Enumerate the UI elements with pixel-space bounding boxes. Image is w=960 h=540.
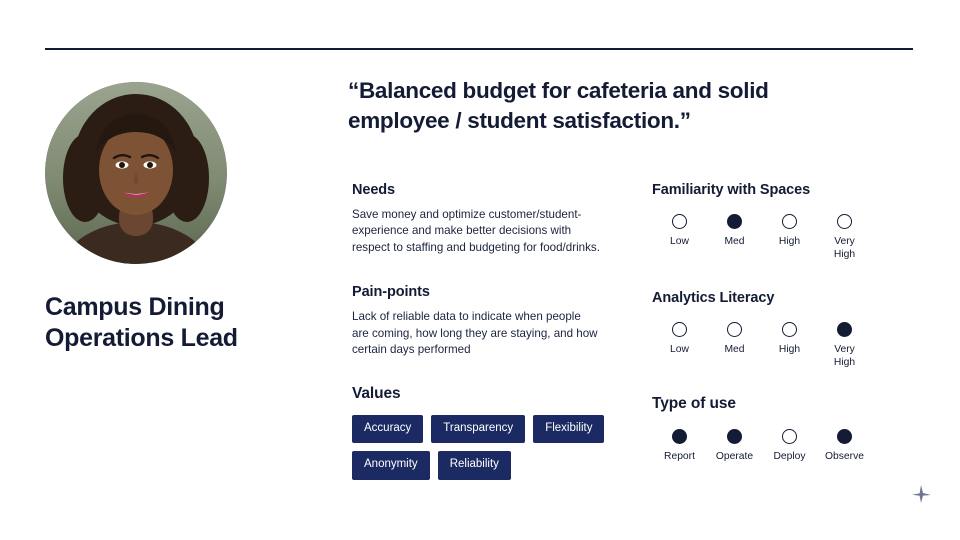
scale-option[interactable]	[817, 322, 872, 370]
type-of-use-section	[652, 395, 917, 464]
scale-option[interactable]	[652, 214, 707, 262]
radio-dot[interactable]	[727, 429, 742, 444]
persona-column	[45, 82, 320, 353]
scale-option-label: Med	[724, 236, 745, 247]
header-divider	[45, 48, 913, 50]
scale-option-label: Report	[664, 451, 695, 463]
analytics-literacy-scale	[652, 322, 917, 370]
radio-dot[interactable]	[837, 322, 852, 337]
familiarity-heading: Familiarity with Spaces	[652, 182, 811, 198]
value-tag[interactable]: Flexibility	[533, 415, 604, 444]
radio-dot[interactable]	[782, 322, 797, 337]
scale-option-label: Operate	[715, 451, 754, 463]
scale-option-label: Low	[670, 236, 689, 247]
radio-dot[interactable]	[727, 214, 742, 229]
radio-dot[interactable]	[782, 429, 797, 444]
scale-option-label: Very High	[833, 236, 856, 260]
radio-dot[interactable]	[782, 214, 797, 229]
value-tag[interactable]: Transparency	[431, 415, 525, 444]
scale-option[interactable]	[707, 322, 762, 370]
avatar	[45, 82, 227, 264]
needs-section	[352, 182, 617, 256]
radio-dot[interactable]	[837, 429, 852, 444]
radio-dot[interactable]	[672, 214, 687, 229]
type-of-use-heading: Type of use	[652, 395, 736, 413]
scale-option[interactable]	[762, 214, 817, 262]
needs-body: Save money and optimize customer/student-experience and make better decisions with respect to staffing and budgeting for food/drinks.	[352, 208, 600, 254]
scale-option-label: Observe	[825, 451, 864, 463]
values-tag-list	[352, 415, 612, 480]
scale-option-label: Very High	[833, 343, 856, 368]
scale-option[interactable]	[652, 429, 707, 464]
value-tag[interactable]: Accuracy	[352, 415, 423, 444]
value-tag[interactable]: Anonymity	[352, 451, 430, 480]
scale-option[interactable]	[817, 214, 872, 262]
pain-points-section	[352, 284, 617, 358]
analytics-literacy-section	[652, 290, 917, 370]
scale-option[interactable]	[707, 214, 762, 262]
scale-option-label: Low	[670, 343, 689, 355]
radio-dot[interactable]	[727, 322, 742, 337]
right-content-column	[652, 182, 917, 464]
scale-option-label: Med	[724, 343, 745, 355]
brand-logo-icon	[910, 483, 932, 510]
values-heading: Values	[352, 384, 401, 402]
left-content-column	[352, 182, 617, 480]
scale-option[interactable]	[652, 322, 707, 370]
scale-option-label: High	[778, 343, 801, 355]
scale-option[interactable]	[762, 322, 817, 370]
persona-quote: “Balanced budget for cafeteria and solid employee / student satisfaction.”	[348, 78, 769, 133]
radio-dot[interactable]	[672, 429, 687, 444]
values-section	[352, 385, 617, 480]
familiarity-section	[652, 182, 917, 262]
familiarity-scale	[652, 214, 917, 262]
analytics-literacy-heading: Analytics Literacy	[652, 289, 775, 306]
scale-option[interactable]	[707, 429, 762, 464]
radio-dot[interactable]	[837, 214, 852, 229]
scale-option[interactable]	[817, 429, 872, 464]
pain-points-body: Lack of reliable data to indicate when people are coming, how long they are staying, and how certain days performed	[352, 310, 598, 357]
type-of-use-scale	[652, 429, 917, 464]
page-title: Campus Dining Operations Lead	[45, 293, 238, 352]
value-tag[interactable]: Reliability	[438, 451, 511, 480]
scale-option-label: High	[778, 236, 801, 247]
needs-heading: Needs	[352, 182, 396, 198]
pain-points-heading: Pain-points	[352, 284, 430, 301]
scale-option-label: Deploy	[773, 451, 806, 463]
persona-portrait-icon	[45, 82, 227, 264]
scale-option[interactable]	[762, 429, 817, 464]
radio-dot[interactable]	[672, 322, 687, 337]
